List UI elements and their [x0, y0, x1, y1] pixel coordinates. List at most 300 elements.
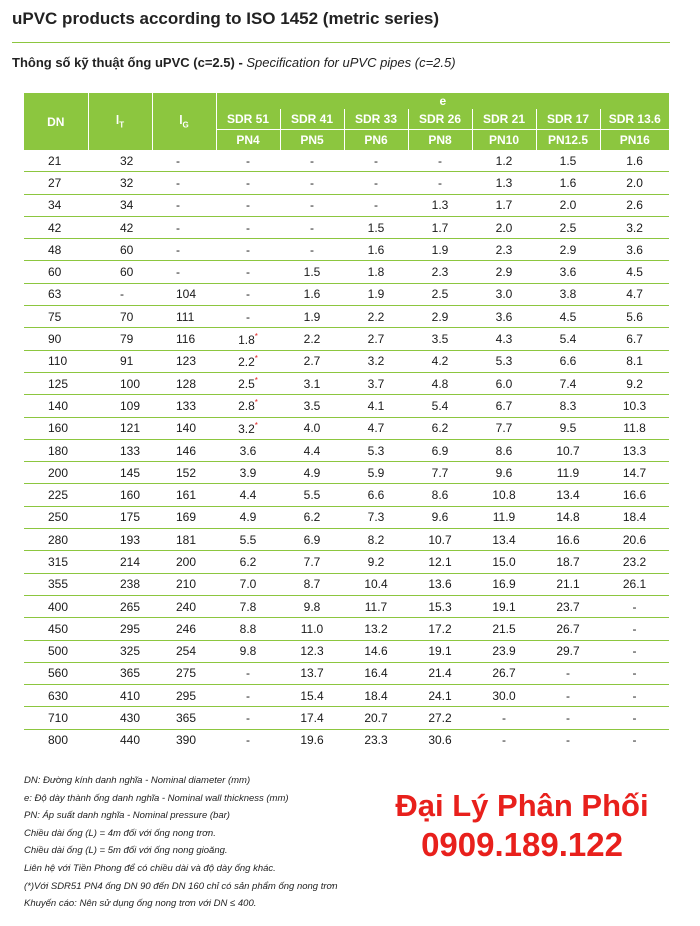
table-cell: 7.4 [536, 372, 600, 394]
table-cell: 48 [24, 239, 88, 261]
table-cell: 60 [24, 261, 88, 283]
table-cell: 13.7 [280, 662, 344, 684]
table-cell: 560 [24, 662, 88, 684]
table-cell: 8.2 [344, 529, 408, 551]
table-cell: 6.6 [344, 484, 408, 506]
table-row [24, 573, 669, 595]
table-cell: 19.1 [408, 640, 472, 662]
table-cell: 8.8 [216, 618, 280, 640]
table-cell: 4.2 [408, 350, 472, 372]
table-cell: 14.7 [600, 462, 669, 484]
table-cell: 10.7 [536, 439, 600, 461]
table-row [24, 194, 669, 216]
table-cell: 17.2 [408, 618, 472, 640]
table-cell: 10.3 [600, 395, 669, 417]
table-cell: - [632, 733, 637, 748]
table-cell: 104 [152, 283, 216, 305]
table-cell: 19.6 [300, 733, 324, 748]
footnote-line: DN: Đường kính danh nghĩa - Nominal diameter (mm) [24, 775, 251, 786]
table-cell: 5.4 [536, 328, 600, 350]
table-cell: 26.7 [472, 662, 536, 684]
table-cell: 2.6 [600, 194, 669, 216]
table-cell: 16.6 [536, 529, 600, 551]
table-cell: 1.8* [216, 328, 280, 350]
table-row [24, 328, 669, 350]
table-cell: 110 [24, 350, 88, 372]
table-row [24, 350, 669, 372]
table-cell: 133 [88, 439, 152, 461]
table-cell: - [600, 595, 669, 617]
table-cell: 9.6 [408, 506, 472, 528]
table-row [24, 551, 669, 573]
table-cell: 275 [152, 662, 216, 684]
table-cell: 240 [152, 595, 216, 617]
table-row [24, 707, 669, 729]
table-cell: 12.3 [280, 640, 344, 662]
table-cell: 32 [88, 150, 152, 172]
table-cell: 15.0 [472, 551, 536, 573]
table-cell: 2.7 [344, 328, 408, 350]
table-cell: 9.2 [600, 372, 669, 394]
table-cell: 295 [152, 685, 216, 707]
caption-vietnamese: Thông số kỹ thuật ống uPVC (c=2.5) [12, 55, 235, 70]
table-cell: 2.2 [280, 328, 344, 350]
table-cell: 4.5 [536, 306, 600, 328]
table-cell: 160 [24, 417, 88, 439]
table-cell: 5.5 [216, 529, 280, 551]
table-cell: 4.3 [472, 328, 536, 350]
table-cell: 175 [88, 506, 152, 528]
asterisk-mark: * [254, 353, 258, 363]
table-cell: 2.0 [472, 216, 536, 238]
table-cell: 23.3 [364, 733, 388, 748]
table-cell: 60 [88, 239, 152, 261]
table-cell: 5.6 [600, 306, 669, 328]
table-cell: 5.5 [280, 484, 344, 506]
asterisk-mark: * [254, 331, 258, 341]
table-cell: 13.6 [408, 573, 472, 595]
footnote-line: PN: Áp suất danh nghĩa - Nominal pressure (bar) [24, 810, 230, 822]
table-cell: 169 [152, 506, 216, 528]
table-cell: 16.9 [472, 573, 536, 595]
table-cell: 23.9 [472, 640, 536, 662]
header-lt: $l_T$ [88, 93, 152, 150]
table-cell: 4.1 [344, 395, 408, 417]
table-cell: 4.4 [280, 439, 344, 461]
table-cell: 3.1 [280, 372, 344, 394]
header-sdr: SDR 17 [536, 109, 600, 130]
table-cell: 280 [24, 529, 88, 551]
promo-title: Đại Lý Phân Phối [395, 788, 649, 823]
table-row [24, 640, 669, 662]
table-row [24, 685, 669, 707]
table-cell: - [600, 662, 669, 684]
table-cell: 8.6 [472, 439, 536, 461]
table-cell: - [344, 194, 408, 216]
table-cell: 6.2 [408, 417, 472, 439]
table-cell: 2.3 [472, 239, 536, 261]
table-cell: 1.3 [408, 194, 472, 216]
table-cell: 6.9 [408, 439, 472, 461]
table-cell: - [216, 306, 280, 328]
table-cell: - [280, 172, 344, 194]
table-cell: 30.6 [428, 733, 452, 748]
table-row [24, 306, 669, 328]
table-row [24, 439, 669, 461]
table-cell: 90 [24, 328, 88, 350]
table-cell: 5.4 [408, 395, 472, 417]
table-cell: 3.6 [536, 261, 600, 283]
table-cell: 254 [152, 640, 216, 662]
table-cell: 2.5 [408, 283, 472, 305]
table-cell: 42 [88, 216, 152, 238]
table-cell: 5.9 [344, 462, 408, 484]
table-row [24, 729, 669, 751]
table-cell: 2.0 [536, 194, 600, 216]
table-cell: 6.2 [280, 506, 344, 528]
header-pn: PN10 [472, 130, 536, 151]
table-cell: 9.5 [536, 417, 600, 439]
table-cell: 450 [24, 618, 88, 640]
table-cell: 3.6 [472, 306, 536, 328]
table-cell: 12.1 [408, 551, 472, 573]
table-cell: - [216, 194, 280, 216]
header-sdr: SDR 41 [280, 109, 344, 130]
table-cell: 16.4 [344, 662, 408, 684]
footnotes [24, 772, 354, 913]
table-cell: - [216, 216, 280, 238]
table-cell: 6.7 [472, 395, 536, 417]
table-cell: - [536, 662, 600, 684]
table-cell: 21.1 [536, 573, 600, 595]
table-cell: 7.7 [408, 462, 472, 484]
header-pn: PN5 [280, 130, 344, 151]
table-cell: - [216, 172, 280, 194]
table-cell: 91 [88, 350, 152, 372]
header-lg: $l_G$ [152, 93, 216, 150]
table-cell: - [216, 261, 280, 283]
table-cell: 4.0 [280, 417, 344, 439]
table-cell: 1.6 [280, 283, 344, 305]
footnote-line: Liên hệ với Tiền Phong để có chiều dài và độ dày ống khác. [24, 862, 276, 874]
table-cell: 10.7 [408, 529, 472, 551]
table-cell: 18.4 [344, 685, 408, 707]
table-cell: 27 [24, 172, 88, 194]
table-cell: 4.8 [408, 372, 472, 394]
table-cell: 1.6 [600, 150, 669, 172]
table-cell: 800 [48, 733, 69, 748]
table-cell: 7.7 [472, 417, 536, 439]
table-cell: 11.8 [600, 417, 669, 439]
table-caption [12, 55, 456, 70]
table-cell: - [600, 685, 669, 707]
table-cell: 2.2* [216, 350, 280, 372]
table-cell: 152 [152, 462, 216, 484]
table-cell: 14.8 [536, 506, 600, 528]
table-cell: 430 [88, 707, 152, 729]
table-row [24, 239, 669, 261]
table-cell: 14.6 [344, 640, 408, 662]
table-cell: 30.0 [472, 685, 536, 707]
header-sdr: SDR 26 [408, 109, 472, 130]
table-cell: 250 [24, 506, 88, 528]
table-cell: - [502, 733, 506, 748]
table-cell: 1.9 [408, 239, 472, 261]
table-cell: - [152, 216, 216, 238]
table-cell: - [344, 172, 408, 194]
table-cell: 15.4 [280, 685, 344, 707]
table-cell: 111 [152, 306, 216, 328]
table-cell: 365 [152, 707, 216, 729]
table-cell: 161 [152, 484, 216, 506]
table-cell: 6.6 [536, 350, 600, 372]
table-cell: 8.6 [408, 484, 472, 506]
table-cell: 9.8 [216, 640, 280, 662]
header-sdr: SDR 21 [472, 109, 536, 130]
table-cell: 2.2 [344, 306, 408, 328]
table-cell: 7.0 [216, 573, 280, 595]
table-cell: 9.2 [344, 551, 408, 573]
table-cell: 2.8* [216, 395, 280, 417]
table-cell: 18.7 [536, 551, 600, 573]
table-row [24, 261, 669, 283]
table-cell: - [600, 707, 669, 729]
table-cell: 4.7 [600, 283, 669, 305]
table-cell: 4.5 [600, 261, 669, 283]
table-cell: 11.0 [280, 618, 344, 640]
table-cell: - [344, 150, 408, 172]
table-cell: 29.7 [536, 640, 600, 662]
table-cell: 7.7 [280, 551, 344, 573]
asterisk-mark: * [254, 420, 258, 430]
table-row [24, 216, 669, 238]
table-cell: 3.2* [216, 417, 280, 439]
table-cell: 210 [152, 573, 216, 595]
table-cell: 1.5 [536, 150, 600, 172]
header-dn: DN [24, 93, 88, 150]
table-cell: - [216, 662, 280, 684]
table-cell: 3.7 [344, 372, 408, 394]
table-row [24, 529, 669, 551]
table-cell: 3.9 [216, 462, 280, 484]
promo-phone: 0909.189.122 [421, 826, 623, 863]
table-cell: 710 [24, 707, 88, 729]
table-cell: 133 [152, 395, 216, 417]
table-cell: - [152, 239, 216, 261]
table-cell: 193 [88, 529, 152, 551]
footnote-line: Chiều dài ống (L) = 4m đối với ống nong trơn. [24, 827, 216, 839]
table-cell: 34 [24, 194, 88, 216]
table-row [24, 506, 669, 528]
table-cell: 63 [24, 283, 88, 305]
table-row [24, 595, 669, 617]
table-cell: - [88, 283, 152, 305]
table-cell: 79 [88, 328, 152, 350]
table-cell: - [536, 707, 600, 729]
table-cell: - [216, 707, 280, 729]
table-cell: - [280, 239, 344, 261]
table-cell: 3.2 [344, 350, 408, 372]
table-cell: 100 [88, 372, 152, 394]
table-row [24, 172, 669, 194]
table-cell: 8.3 [536, 395, 600, 417]
table-cell: 225 [24, 484, 88, 506]
table-cell: 3.0 [472, 283, 536, 305]
table-cell: 2.9 [408, 306, 472, 328]
table-cell: 2.9 [472, 261, 536, 283]
table-row [24, 662, 669, 684]
header-pn: PN8 [408, 130, 472, 151]
table-cell: 23.2 [600, 551, 669, 573]
header-sdr: SDR 13.6 [600, 109, 669, 130]
table-cell: 1.5 [344, 216, 408, 238]
table-cell: 116 [152, 328, 216, 350]
table-row [24, 417, 669, 439]
header-sdr: SDR 33 [344, 109, 408, 130]
table-cell: 325 [88, 640, 152, 662]
header-e: e [216, 93, 669, 109]
table-cell: 500 [24, 640, 88, 662]
table-cell: 4.9 [216, 506, 280, 528]
table-row [24, 372, 669, 394]
footnote-line: Chiều dài ống (L) = 5m đối với ống nong gioăng. [24, 845, 228, 857]
table-cell: 1.7 [472, 194, 536, 216]
header-pn: PN16 [600, 130, 669, 151]
table-cell: - [472, 707, 536, 729]
table-cell: 7.3 [344, 506, 408, 528]
table-cell: - [216, 283, 280, 305]
table-cell: 630 [24, 685, 88, 707]
table-cell: 121 [88, 417, 152, 439]
table-cell: 7.8 [216, 595, 280, 617]
table-cell: 410 [88, 685, 152, 707]
table-cell: 1.5 [280, 261, 344, 283]
table-cell: 9.6 [472, 462, 536, 484]
table-cell: 13.2 [344, 618, 408, 640]
table-cell: 2.3 [408, 261, 472, 283]
table-cell: - [152, 261, 216, 283]
table-cell: 10.4 [344, 573, 408, 595]
table-row [24, 283, 669, 305]
table-cell: 1.9 [280, 306, 344, 328]
table-cell: 21.4 [408, 662, 472, 684]
table-cell: 3.6 [600, 239, 669, 261]
table-cell: 6.9 [280, 529, 344, 551]
asterisk-mark: * [254, 376, 258, 386]
table-cell: 160 [88, 484, 152, 506]
header-sdr: SDR 51 [216, 109, 280, 130]
table-cell: 5.3 [472, 350, 536, 372]
footnote-line: e: Độ dày thành ống danh nghĩa - Nominal wall thickness (mm) [24, 792, 289, 804]
table-cell: 19.1 [472, 595, 536, 617]
table-cell: 355 [24, 573, 88, 595]
table-cell: 21 [24, 150, 88, 172]
table-cell: 238 [88, 573, 152, 595]
table-cell: 60 [88, 261, 152, 283]
table-cell: 180 [24, 439, 88, 461]
table-cell: 214 [88, 551, 152, 573]
table-cell: 140 [24, 395, 88, 417]
table-cell: 3.6 [216, 439, 280, 461]
table-cell: 8.7 [280, 573, 344, 595]
footnote-line: (*)Với SDR51 PN4 ống DN 90 đến DN 160 chỉ có sản phẩm ống nong trơn [24, 880, 338, 892]
header-pn: PN4 [216, 130, 280, 151]
table-cell: 1.8 [344, 261, 408, 283]
table-cell: 23.7 [536, 595, 600, 617]
table-cell: 3.5 [408, 328, 472, 350]
table-cell: - [216, 685, 280, 707]
table-cell: - [280, 194, 344, 216]
table-cell: - [600, 618, 669, 640]
table-cell: 26.1 [600, 573, 669, 595]
table-cell: 2.5* [216, 372, 280, 394]
table-row [24, 618, 669, 640]
table-cell: - [216, 150, 280, 172]
table-cell: 13.4 [536, 484, 600, 506]
table-cell: 24.1 [408, 685, 472, 707]
table-cell: 42 [24, 216, 88, 238]
table-cell: 295 [88, 618, 152, 640]
table-cell: 181 [152, 529, 216, 551]
table-cell: 9.8 [280, 595, 344, 617]
table-row [24, 150, 669, 172]
table-cell: 2.7 [280, 350, 344, 372]
table-cell: 2.0 [600, 172, 669, 194]
table-cell: 75 [24, 306, 88, 328]
table-cell: 1.6 [344, 239, 408, 261]
table-cell: 1.2 [472, 150, 536, 172]
header-pn: PN12.5 [536, 130, 600, 151]
page-title: uPVC products according to ISO 1452 (metric series) [12, 9, 440, 28]
caption-separator: - [234, 55, 247, 70]
footnote-line: Khuyến cáo: Nên sử dụng ống nong trơn với DN ≤ 400. [24, 898, 257, 910]
table-cell: 4.9 [280, 462, 344, 484]
table-cell: 440 [120, 733, 141, 748]
table-cell: 26.7 [536, 618, 600, 640]
table-cell: 13.3 [600, 439, 669, 461]
table-cell: 17.4 [280, 707, 344, 729]
table-cell: 6.0 [472, 372, 536, 394]
table-body [24, 150, 669, 751]
table-cell: 123 [152, 350, 216, 372]
table-cell: 1.9 [344, 283, 408, 305]
table-cell: 16.6 [600, 484, 669, 506]
table-cell: 21.5 [472, 618, 536, 640]
table-cell: 128 [152, 372, 216, 394]
table-cell: 3.5 [280, 395, 344, 417]
table-cell: 10.8 [472, 484, 536, 506]
table-cell: 15.3 [408, 595, 472, 617]
header-pn: PN6 [344, 130, 408, 151]
table-cell: 2.9 [536, 239, 600, 261]
table-cell: 13.4 [472, 529, 536, 551]
table-cell: 109 [88, 395, 152, 417]
title-divider [12, 42, 670, 43]
table-cell: - [152, 194, 216, 216]
table-cell: - [246, 733, 250, 748]
table-cell: - [216, 239, 280, 261]
table-cell: 200 [24, 462, 88, 484]
table-cell: 4.7 [344, 417, 408, 439]
table-cell: - [536, 685, 600, 707]
table-cell: - [408, 172, 472, 194]
table-cell: 3.8 [536, 283, 600, 305]
table-cell: 70 [88, 306, 152, 328]
pipe-spec-table [24, 93, 669, 751]
table-cell: 400 [24, 595, 88, 617]
table-cell: - [566, 733, 570, 748]
table-cell: 3.2 [600, 216, 669, 238]
